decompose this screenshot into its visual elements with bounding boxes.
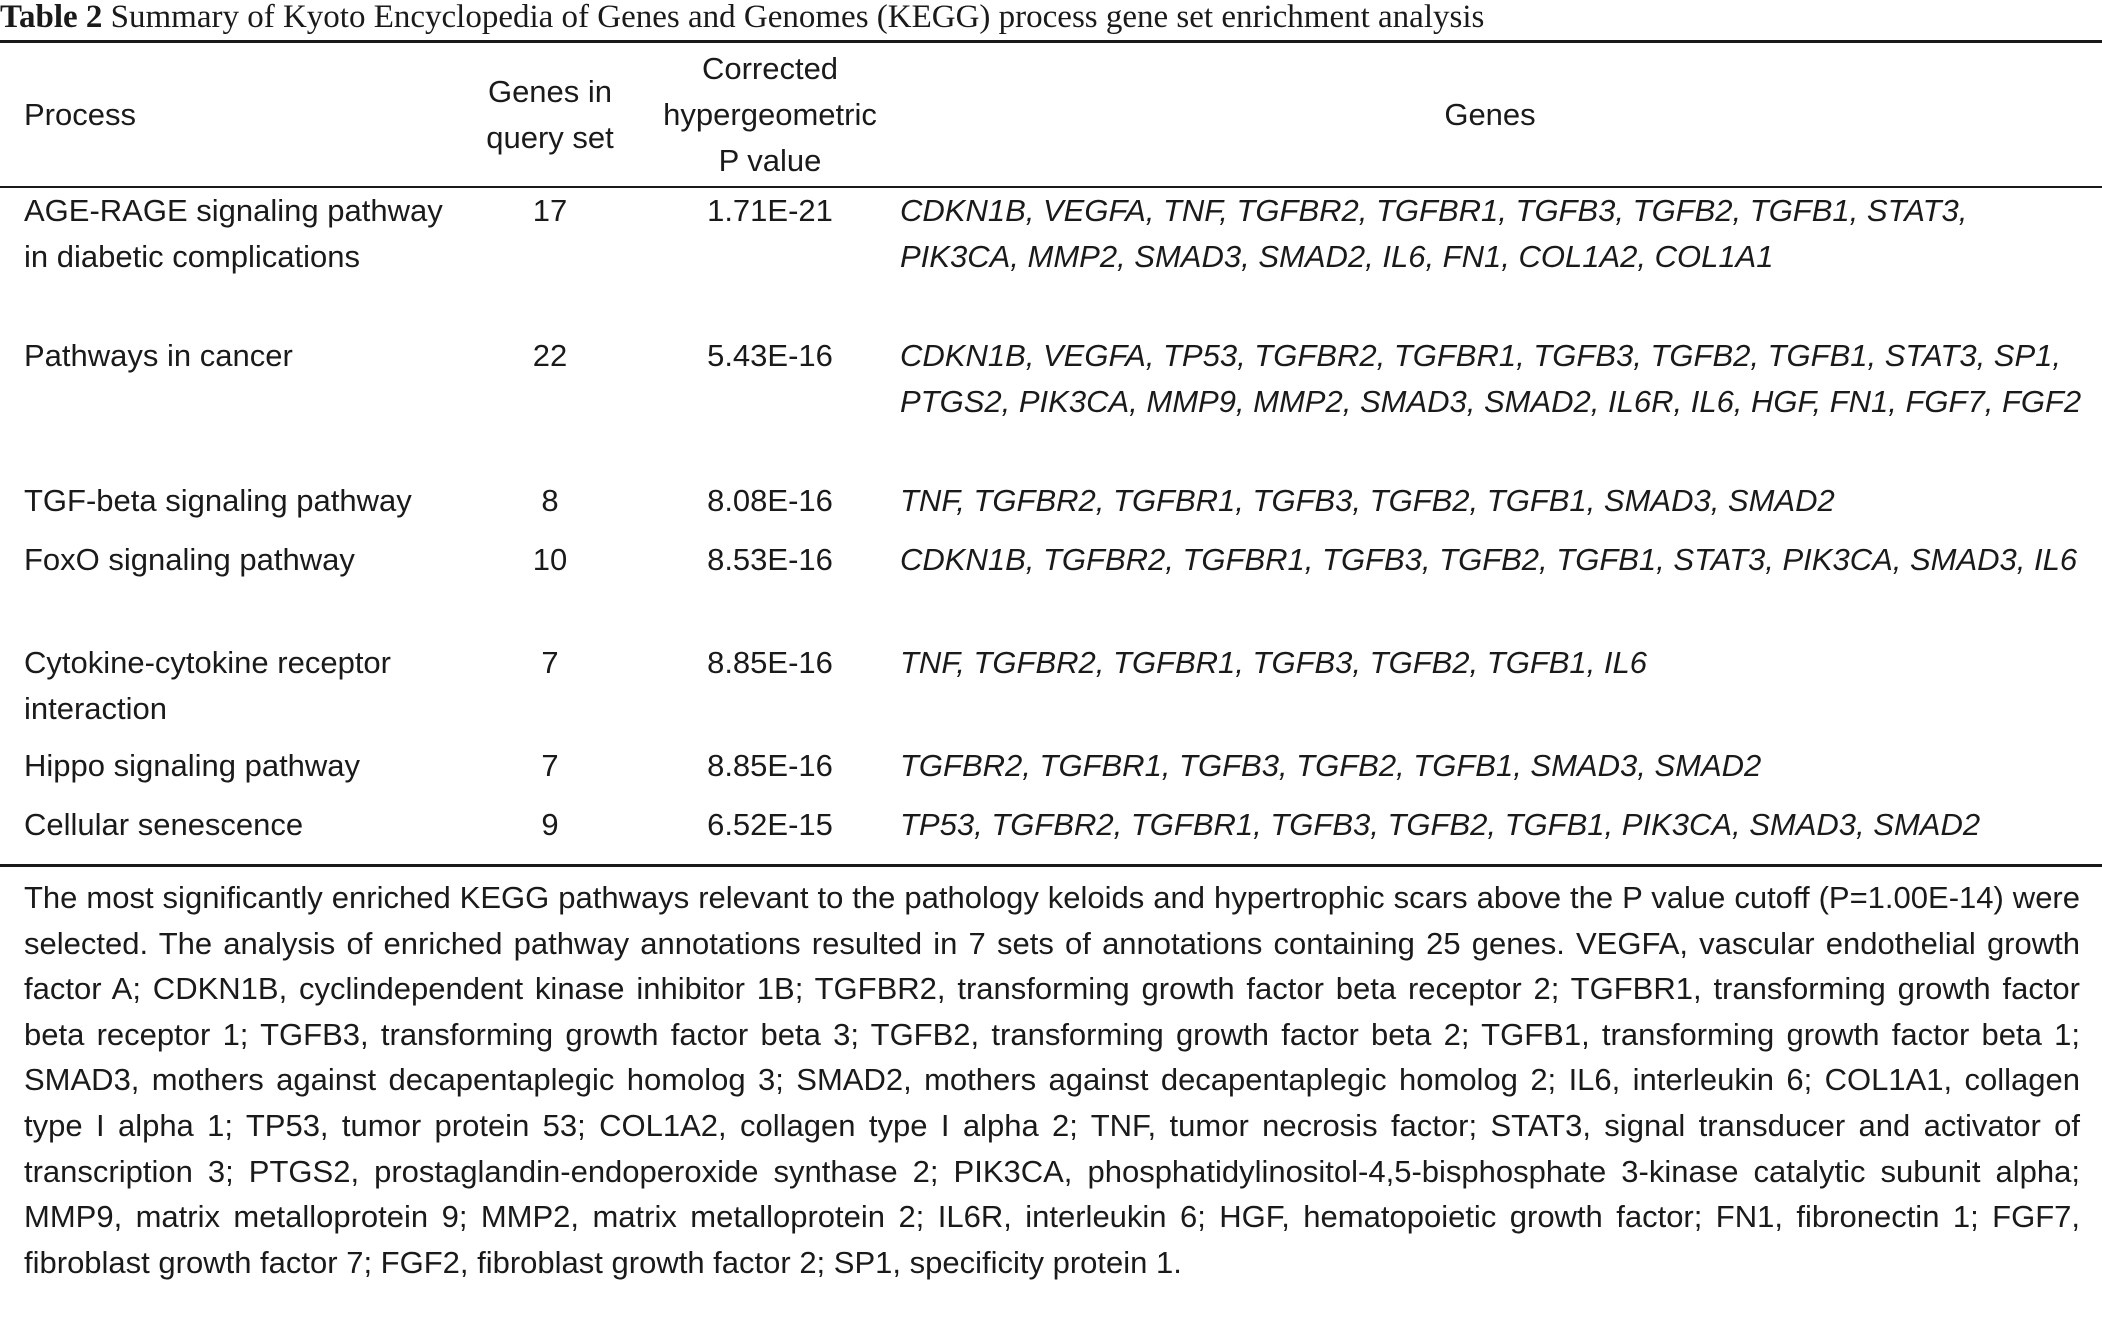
cell-process: TGF-beta signaling pathway bbox=[24, 483, 412, 518]
cell-p-value: 8.53E-16 bbox=[707, 542, 833, 577]
cell-genes: TGFBR2, TGFBR1, TGFB3, TGFB2, TGFB1, SMAD3, SMAD2 bbox=[900, 748, 1762, 783]
cell-genes: TNF, TGFBR2, TGFBR1, TGFB3, TGFB2, TGFB1, IL6 bbox=[900, 645, 1647, 680]
cell-genes: TP53, TGFBR2, TGFBR1, TGFB3, TGFB2, TGFB1, PIK3CA, SMAD3, SMAD2 bbox=[900, 807, 1981, 842]
cell-gene-count: 17 bbox=[532, 193, 568, 228]
cell-process: Cellular senescence bbox=[24, 807, 304, 842]
cell-p-value: 5.43E-16 bbox=[707, 338, 833, 373]
cell-p-value: 6.52E-15 bbox=[707, 807, 833, 842]
cell-gene-count: 9 bbox=[541, 807, 559, 842]
cell-genes: CDKN1B, TGFBR2, TGFBR1, TGFB3, TGFB2, TGFB1, STAT3, PIK3CA, SMAD3, IL6 bbox=[900, 542, 2078, 577]
cell-gene-count: 22 bbox=[532, 338, 568, 373]
cell-gene-count: 8 bbox=[541, 483, 559, 518]
table-header-row bbox=[0, 43, 2102, 186]
cell-gene-count: 7 bbox=[541, 748, 559, 783]
cell-process: AGE-RAGE signaling pathway in diabetic complications bbox=[24, 193, 443, 274]
table-caption bbox=[0, 0, 2102, 40]
header-p-value: Corrected hypergeometric P value bbox=[663, 50, 877, 178]
table-footnote: The most significantly enriched KEGG pathways relevant to the pathology keloids and hypertrophic scars above the P value cutoff (P=1.00E-14) were selected. The analysis of enriched pathway annotations resulted in 7 sets of annotations containing 25 genes. VEGFA, vascular endothelial growth factor A; CDKN1B, cyclindependent kinase inhibitor 1B; TGFBR2, transforming growth factor beta receptor 2; TGFBR1, transforming growth factor beta receptor 1; TGFB3, transforming growth factor beta 3; TGFB2, transforming growth factor beta 2; TGFB1, transforming growth factor beta 1; SMAD3, mothers against decapentaplegic homolog 3; SMAD2, mothers against decapentaplegic homolog 2; IL6, interleukin 6; COL1A1, collagen type I alpha 1; TP53, tumor protein 53; COL1A2, collagen type I alpha 2; TNF, tumor necrosis factor; STAT3, signal transducer and activator of transcription 3; PTGS2, prostaglandin-endoperoxide synthase 2; PIK3CA, phosphatidylinositol-4,5-bisphosphate 3-kinase catalytic subunit alpha; MMP9, matrix metalloprotein 9; MMP2, matrix metalloprotein 2; IL6R, interleukin 6; HGF, hematopoietic growth factor; FN1, fibronectin 1; FGF7, fibroblast growth factor 7; FGF2, fibroblast growth factor 2; SP1, specificity protein 1. bbox=[24, 880, 2080, 1280]
cell-process: FoxO signaling pathway bbox=[24, 542, 355, 577]
cell-p-value: 8.85E-16 bbox=[707, 645, 833, 680]
table-bottom-rule bbox=[0, 864, 2102, 867]
cell-process: Pathways in cancer bbox=[24, 338, 293, 373]
cell-process: Hippo signaling pathway bbox=[24, 748, 361, 783]
cell-p-value: 8.85E-16 bbox=[707, 748, 833, 783]
cell-p-value: 8.08E-16 bbox=[707, 483, 833, 518]
cell-genes: CDKN1B, VEGFA, TNF, TGFBR2, TGFBR1, TGFB3, TGFB2, TGFB1, STAT3, PIK3CA, MMP2, SMAD3, SMAD2, IL6, FN1, COL1A2, COL1A1 bbox=[900, 193, 1968, 274]
header-genes: Genes bbox=[1444, 96, 1536, 132]
cell-genes: TNF, TGFBR2, TGFBR1, TGFB3, TGFB2, TGFB1, SMAD3, SMAD2 bbox=[900, 483, 1835, 518]
header-process: Process bbox=[24, 96, 136, 132]
cell-process: Cytokine-cytokine receptor interaction bbox=[24, 645, 391, 726]
cell-gene-count: 10 bbox=[532, 542, 568, 577]
header-genes-in-query-set: Genes in query set bbox=[486, 73, 614, 155]
table-caption-label: Table 2 bbox=[0, 0, 103, 35]
table-caption-text: Summary of Kyoto Encyclopedia of Genes and Genomes (KEGG) process gene set enrichment analysis bbox=[102, 0, 1485, 35]
cell-gene-count: 7 bbox=[541, 645, 559, 680]
cell-genes: CDKN1B, VEGFA, TP53, TGFBR2, TGFBR1, TGFB3, TGFB2, TGFB1, STAT3, SP1, PTGS2, PIK3CA, MMP9, MMP2, SMAD3, SMAD2, IL6R, IL6, HGF, FN1, FGF7, FGF2 bbox=[900, 338, 2082, 419]
cell-p-value: 1.71E-21 bbox=[707, 193, 833, 228]
